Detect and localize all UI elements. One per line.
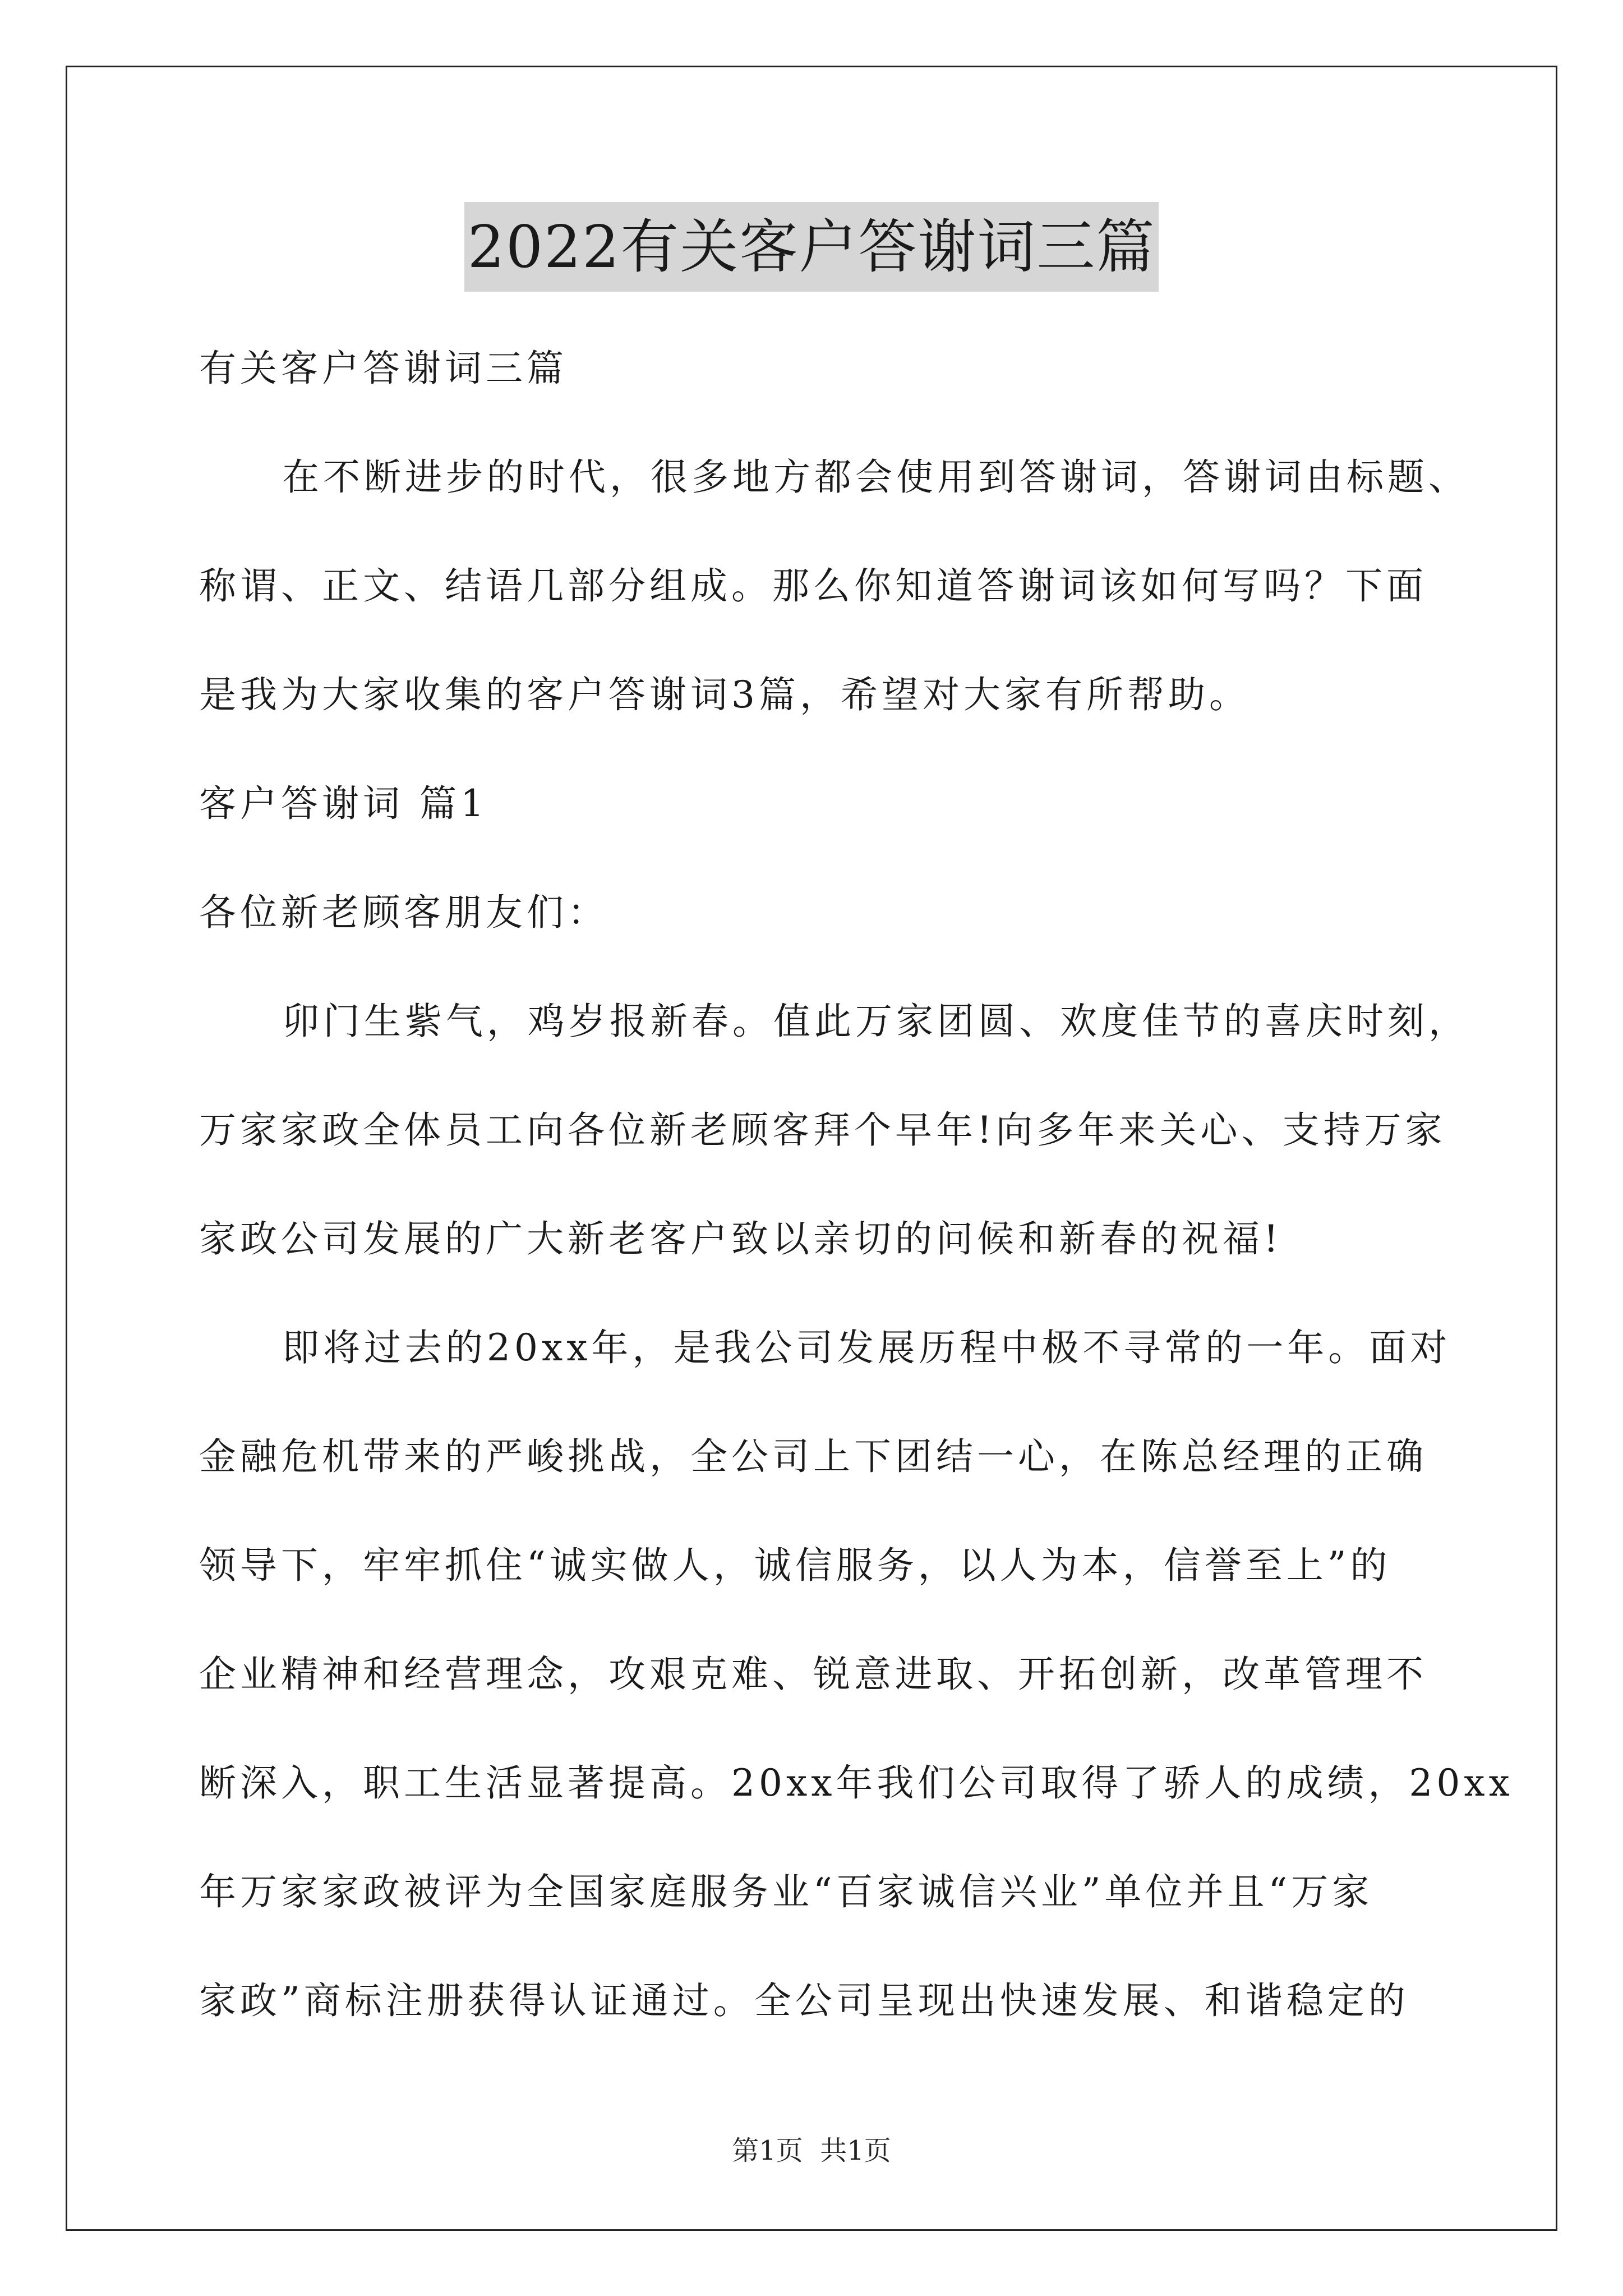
body-paragraph-line: 家政”商标注册获得认证通过。全公司呈现出快速发展、和谐稳定的 xyxy=(199,1979,1409,2022)
document-title: 2022有关客户答谢词三篇 xyxy=(464,202,1159,292)
subtitle-line: 有关客户答谢词三篇 xyxy=(199,347,568,390)
body-paragraph-line: 断深入，职工生活显著提高。20xx年我们公司取得了骄人的成绩，20xx xyxy=(199,1761,1514,1805)
body-paragraph-line: 家政公司发展的广大新老客户致以亲切的问候和新春的祝福! xyxy=(199,1217,1283,1260)
body-paragraph-line: 即将过去的20xx年，是我公司发展历程中极不寻常的一年。面对 xyxy=(282,1326,1451,1369)
title-container xyxy=(0,202,1623,292)
body-paragraph-line: 年万家家政被评为全国家庭服务业“百家诚信兴业”单位并且“万家 xyxy=(199,1870,1373,1913)
section-heading: 客户答谢词 篇1 xyxy=(199,782,488,825)
intro-paragraph-line: 称谓、正文、结语几部分组成。那么你知道答谢词该如何写吗？下面 xyxy=(199,564,1427,608)
salutation: 各位新老顾客朋友们： xyxy=(199,891,608,934)
body-paragraph-line: 企业精神和经营理念，攻艰克难、锐意进取、开拓创新，改革管理不 xyxy=(199,1653,1427,1696)
body-paragraph-line: 金融危机带来的严峻挑战，全公司上下团结一心，在陈总经理的正确 xyxy=(199,1435,1427,1478)
body-paragraph-line: 卯门生紫气，鸡岁报新春。值此万家团圆、欢度佳节的喜庆时刻， xyxy=(282,1000,1469,1043)
intro-paragraph-line: 在不断进步的时代，很多地方都会使用到答谢词，答谢词由标题、 xyxy=(282,455,1469,499)
intro-paragraph-line: 是我为大家收集的客户答谢词3篇，希望对大家有所帮助。 xyxy=(199,673,1250,716)
page-footer: 第1页 共1页 xyxy=(732,2135,891,2166)
document-body xyxy=(199,314,1514,2055)
body-paragraph-line: 领导下，牢牢抓住“诚实做人，诚信服务，以人为本，信誉至上”的 xyxy=(199,1544,1391,1587)
body-paragraph-line: 万家家政全体员工向各位新老顾客拜个早年!向多年来关心、支持万家 xyxy=(199,1108,1446,1152)
